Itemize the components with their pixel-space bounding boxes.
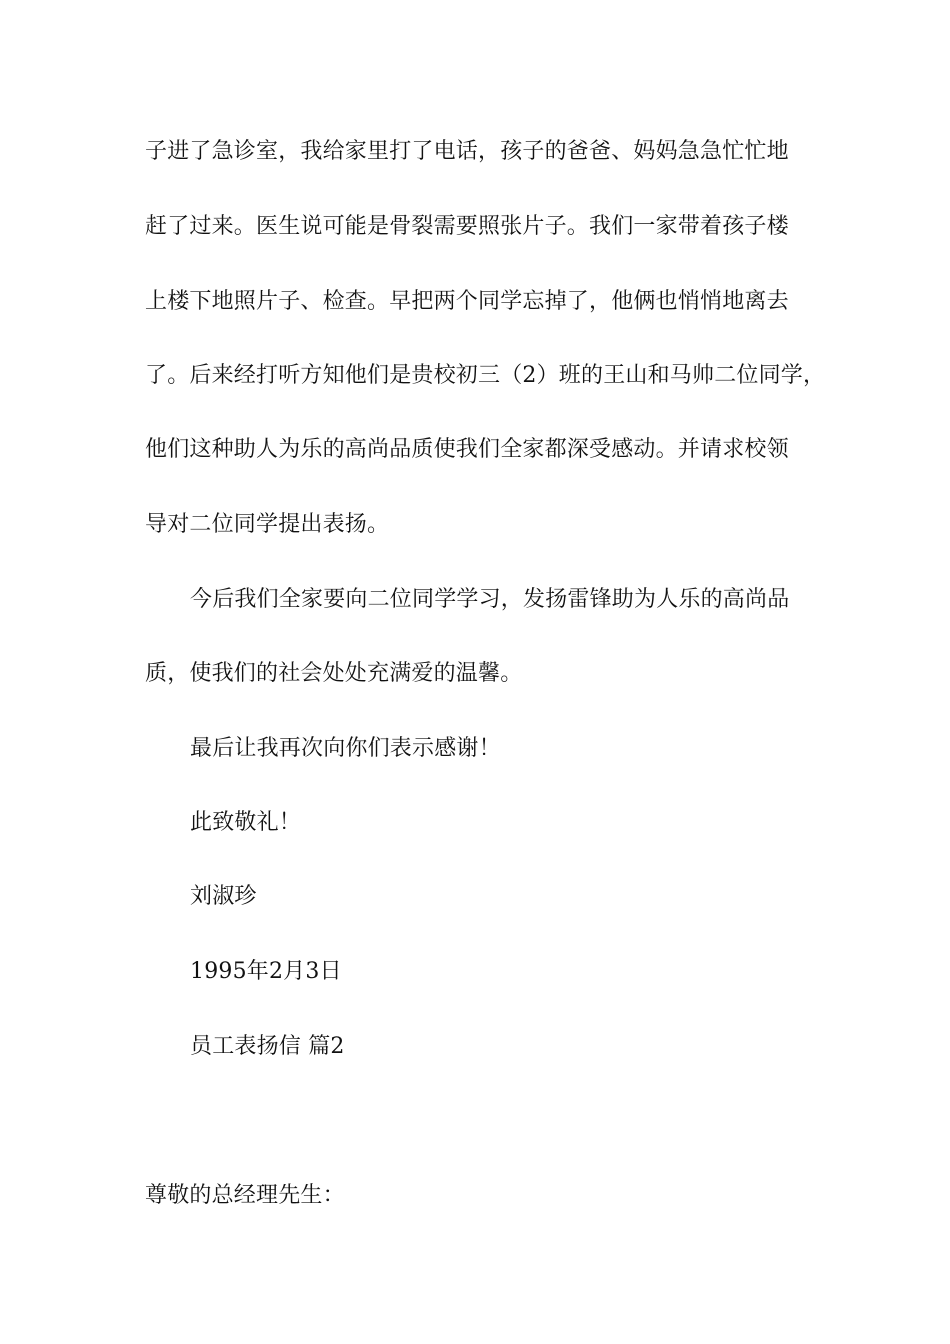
body-line: 今后我们全家要向二位同学学习，发扬雷锋助为人乐的高尚品 [190, 587, 790, 612]
greeting: 尊敬的总经理先生： [145, 1183, 345, 1208]
body-line: 赶了过来。医生说可能是骨裂需要照张片子。我们一家带着孩子楼 [145, 214, 789, 239]
signature: 刘淑珍 [190, 884, 257, 909]
section-title: 员工表扬信 篇2 [190, 1034, 345, 1059]
body-line: 他们这种助人为乐的高尚品质使我们全家都深受感动。并请求校领 [145, 437, 789, 462]
body-line: 了。后来经打听方知他们是贵校初三（2）班的王山和马帅二位同学， [145, 363, 826, 388]
closing-line: 最后让我再次向你们表示感谢！ [190, 736, 501, 761]
date: 1995年2月3日 [190, 959, 342, 984]
body-line: 上楼下地照片子、检查。早把两个同学忘掉了，他俩也悄悄地离去 [145, 289, 789, 314]
salute-line: 此致敬礼！ [190, 810, 302, 835]
body-line: 导对二位同学提出表扬。 [145, 512, 390, 537]
body-line: 质，使我们的社会处处充满爱的温馨。 [145, 661, 523, 686]
body-line: 子进了急诊室，我给家里打了电话，孩子的爸爸、妈妈急急忙忙地 [145, 139, 789, 164]
